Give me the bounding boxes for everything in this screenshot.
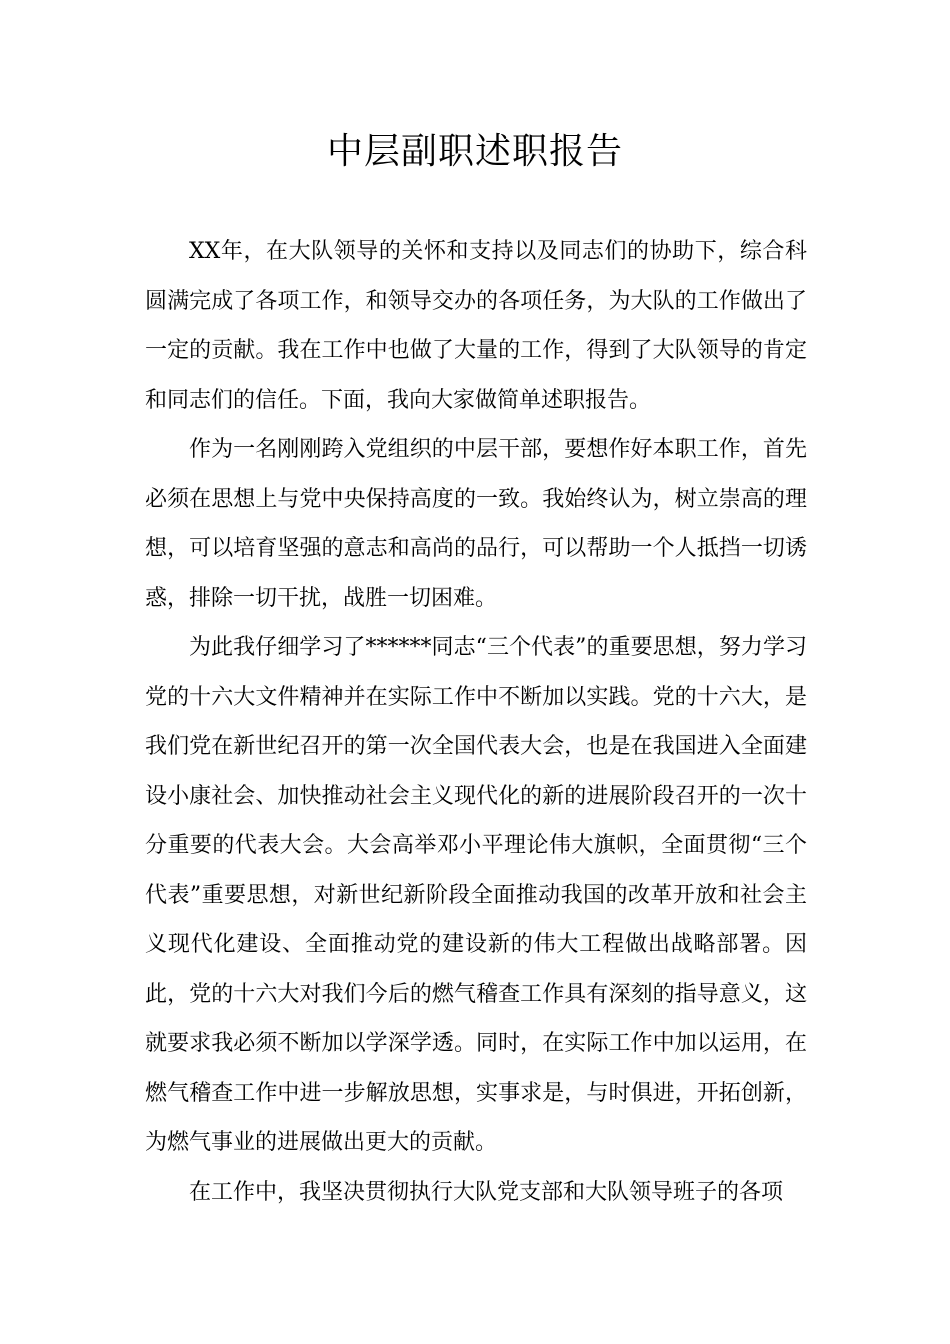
document-body: [145, 227, 807, 1217]
paragraph-1: XX年，在大队领导的关怀和支持以及同志们的协助下，综合科圆满完成了各项工作，和领导交办的各项任务，为大队的工作做出了一定的贡献。我在工作中也做了大量的工作，得到了大队领导的肯定和同志们的信任。下面，我向大家做简单述职报告。: [145, 239, 807, 413]
paragraph-3: 为此我仔细学习了******同志“三个代表”的重要思想，努力学习党的十六大文件精神并在实际工作中不断加以实践。党的十六大，是我们党在新世纪召开的第一次全国代表大会，也是在我国进入全面建设小康社会、加快推动社会主义现代化的新的进展阶段召开的一次十分重要的代表大会。大会高举邓小平理论伟大旗帜，全面贯彻“三个代表”重要思想，对新世纪新阶段全面推动我国的改革开放和社会主义现代化建设、全面推动党的建设新的伟大工程做出战略部署。因此，党的十六大对我们今后的燃气稽查工作具有深刻的指导意义，这就要求我必须不断加以学深学透。同时，在实际工作中加以运用，在燃气稽查工作中进一步解放思想，实事求是，与时俱进，开拓创新，为燃气事业的进展做出更大的贡献。: [145, 635, 807, 1155]
paragraph-4: 在工作中，我坚决贯彻执行大队党支部和大队领导班子的各项: [189, 1179, 784, 1205]
document-title: 中层副职述职报告: [326, 131, 623, 172]
paragraph-2: 作为一名刚刚跨入党组织的中层干部，要想作好本职工作，首先必须在思想上与党中央保持高度的一致。我始终认为，树立崇高的理想，可以培育坚强的意志和高尚的品行，可以帮助一个人抵挡一切诱惑，排除一切干扰，战胜一切困难。: [145, 437, 807, 611]
